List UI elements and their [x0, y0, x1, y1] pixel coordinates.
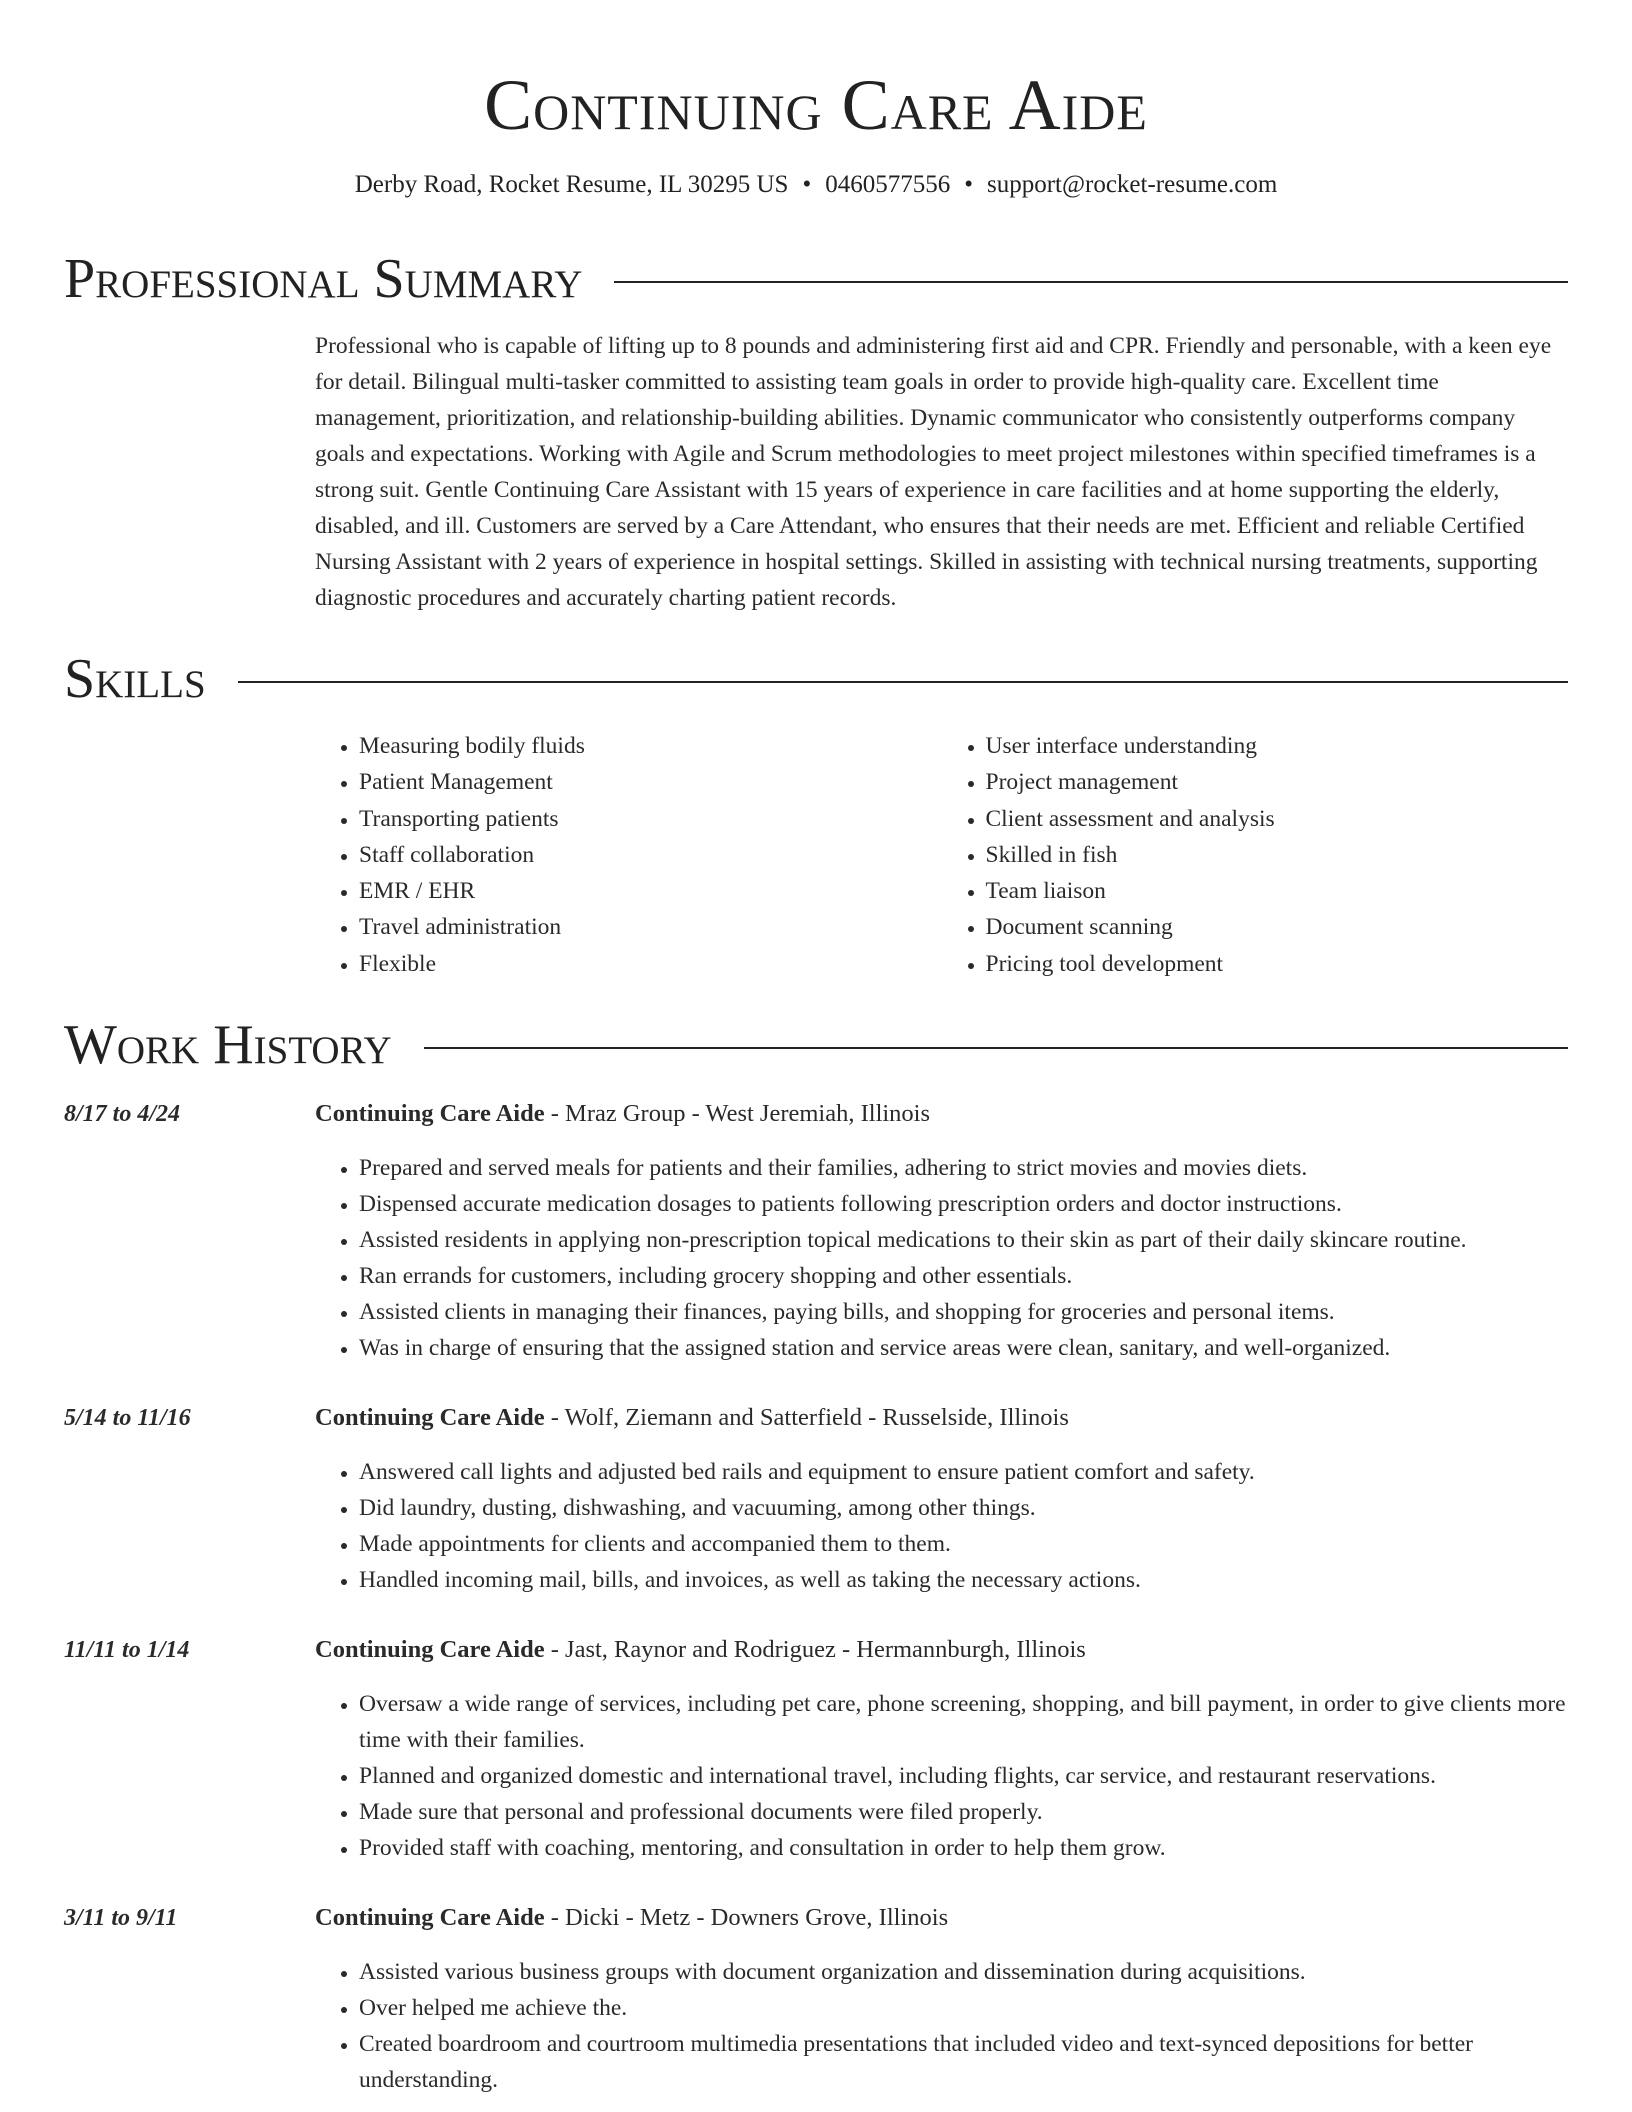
job-dates: 5/14 to 11/16: [64, 1405, 191, 1432]
job-bullets: [315, 1150, 1568, 1366]
job-heading: [315, 1400, 1568, 1436]
job-company: - Mraz Group - West Jeremiah, Illinois: [544, 1100, 931, 1128]
job-bullet: • Did laundry, dusting, dishwashing, and vacuuming, among other things.: [359, 1490, 1568, 1526]
section-heading: [64, 644, 1568, 714]
section-divider: [424, 1047, 1568, 1049]
separator-dot: •: [964, 171, 973, 198]
section-divider: [238, 681, 1568, 683]
job-bullet: • Over helped me achieve the.: [359, 1990, 1568, 2026]
job-bullet: • Assisted clients in managing their finances, paying bills, and shopping for groceries and personal items.: [359, 1294, 1568, 1330]
skill-item: • Staff collaboration: [359, 837, 942, 873]
resume-header: [64, 0, 1568, 200]
section-divider: [614, 281, 1568, 283]
skill-item: • Measuring bodily fluids: [359, 728, 942, 764]
job-role: Continuing Care Aide: [315, 1636, 545, 1664]
section-heading: [64, 1010, 1568, 1080]
section-title: Professional Summary: [64, 248, 583, 310]
job-heading: [315, 1632, 1568, 1668]
skill-item: • Travel administration: [359, 909, 942, 945]
skills-grid: [315, 728, 1568, 982]
job-bullet: • Created boardroom and courtroom multimedia presentations that included video and text-synced depositions for better understanding.: [359, 2026, 1568, 2098]
job-heading: [315, 1900, 1568, 1936]
work-history-section: [64, 1010, 1568, 2098]
section-title: Skills: [64, 648, 206, 710]
job-company: - Jast, Raynor and Rodriguez - Hermannburgh, Illinois: [544, 1636, 1086, 1664]
job-bullet: • Provided staff with coaching, mentoring, and consultation in order to help them grow.: [359, 1830, 1568, 1866]
skill-item: • Flexible: [359, 946, 942, 982]
job-role: Continuing Care Aide: [315, 1404, 545, 1432]
skill-item: • Patient Management: [359, 764, 942, 800]
job-bullets: [315, 1954, 1568, 2098]
separator-dot: •: [802, 171, 812, 198]
job-dates: 11/11 to 1/14: [64, 1637, 190, 1664]
skill-item: • User interface understanding: [986, 728, 1569, 764]
job-bullet: • Prepared and served meals for patients and their families, adhering to strict movies and movies diets.: [359, 1150, 1568, 1186]
job-bullet: • Ran errands for customers, including grocery shopping and other essentials.: [359, 1258, 1568, 1294]
skill-item: • EMR / EHR: [359, 873, 942, 909]
job-company: - Dicki - Metz - Downers Grove, Illinois: [544, 1904, 949, 1932]
section-title: Work History: [64, 1014, 392, 1077]
skill-item: • Team liaison: [986, 873, 1569, 909]
skill-item: • Pricing tool development: [986, 946, 1569, 982]
job-dates: 3/11 to 9/11: [64, 1905, 178, 1932]
job-dates: 8/17 to 4/24: [64, 1101, 181, 1128]
professional-summary-section: [64, 244, 1568, 616]
job-heading: [315, 1096, 1568, 1132]
job-bullet: • Handled incoming mail, bills, and invoices, as well as taking the necessary actions.: [359, 1562, 1568, 1598]
job-role: Continuing Care Aide: [315, 1904, 545, 1932]
skills-list-left: [315, 728, 942, 982]
job-role: Continuing Care Aide: [315, 1100, 545, 1128]
job-entry: [64, 1096, 1568, 1366]
job-entry: [64, 1900, 1568, 2098]
job-bullet: • Assisted various business groups with document organization and dissemination during acquisitions.: [359, 1954, 1568, 1990]
contact-line: [64, 170, 1568, 200]
job-bullet: • Answered call lights and adjusted bed rails and equipment to ensure patient comfort and safety.: [359, 1454, 1568, 1490]
job-bullets: [315, 1686, 1568, 1866]
summary-paragraph: Professional who is capable of lifting up to 8 pounds and administering first aid and CPR. Friendly and personable, with a keen eye for detail. Bilingual multi-tasker committed to assisting team goals in order to provide high-quality care. Excellent time management, prioritization, and relationship-building abilities. Dynamic communicator who consistently outperforms company goals and expectations. Working with Agile and Scrum methodologies to meet project milestones within specified timeframes is a strong suit. Gentle Continuing Care Assistant with 15 years of experience in care facilities and at home supporting the elderly, disabled, and ill. Customers are served by a Care Attendant, who ensures that their needs are met. Efficient and reliable Certified Nursing Assistant with 2 years of experience in hospital settings. Skilled in assisting with technical nursing treatments, supporting diagnostic procedures and accurately charting patient records.: [315, 333, 1552, 611]
job-bullet: • Assisted residents in applying non-prescription topical medications to their skin as part of their daily skincare routine.: [359, 1222, 1568, 1258]
skill-item: • Client assessment and analysis: [986, 801, 1569, 837]
job-company: - Wolf, Ziemann and Satterfield - Russelside, Illinois: [544, 1404, 1069, 1432]
skill-item: • Document scanning: [986, 909, 1569, 945]
skill-item: • Skilled in fish: [986, 837, 1569, 873]
contact-phone: 0460577556: [825, 171, 951, 198]
job-entry: [64, 1400, 1568, 1598]
job-content: [315, 1096, 1568, 1366]
job-content: [315, 1900, 1568, 2098]
skills-section: [64, 644, 1568, 982]
job-bullets: [315, 1454, 1568, 1598]
job-bullet: • Made appointments for clients and accompanied them to them.: [359, 1526, 1568, 1562]
contact-address: Derby Road, Rocket Resume, IL 30295 US: [354, 171, 789, 198]
skill-item: • Transporting patients: [359, 801, 942, 837]
job-bullet: • Planned and organized domestic and international travel, including flights, car service, and restaurant reservations.: [359, 1758, 1568, 1794]
section-heading: [64, 244, 1568, 314]
contact-email: support@rocket-resume.com: [986, 171, 1278, 198]
job-bullet: • Dispensed accurate medication dosages to patients following prescription orders and doctor instructions.: [359, 1186, 1568, 1222]
job-bullet: • Made sure that personal and professional documents were filed properly.: [359, 1794, 1568, 1830]
job-content: [315, 1400, 1568, 1598]
job-content: [315, 1632, 1568, 1866]
job-bullet: • Was in charge of ensuring that the assigned station and service areas were clean, sanitary, and well-organized.: [359, 1330, 1568, 1366]
job-entry: [64, 1632, 1568, 1866]
candidate-name: Continuing Care Aide: [484, 65, 1148, 145]
job-bullet: • Oversaw a wide range of services, including pet care, phone screening, shopping, and bill payment, in order to give clients more time with their families.: [359, 1686, 1568, 1758]
skill-item: • Project management: [986, 764, 1569, 800]
skills-list-right: [942, 728, 1569, 982]
